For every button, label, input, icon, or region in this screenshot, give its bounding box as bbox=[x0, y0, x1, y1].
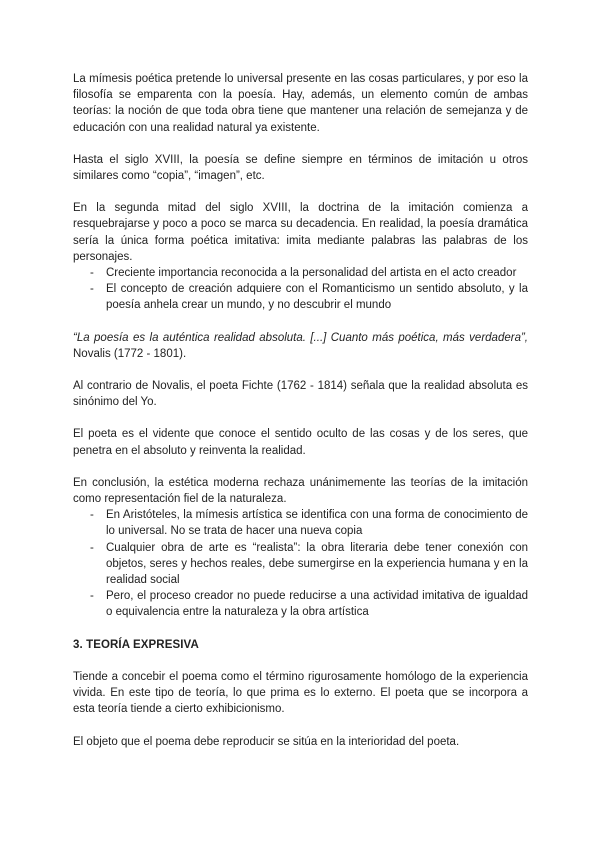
quote-text: “La poesía es la auténtica realidad absoluta. [...] Cuanto más poética, más verdadera”, bbox=[73, 331, 528, 344]
paragraph-interioridad: El objeto que el poema debe reproducir se sitúa en la interioridad del poeta. bbox=[73, 735, 460, 748]
section-heading: 3. TEORÍA EXPRESIVA bbox=[73, 638, 199, 651]
paragraph-segunda-mitad: En la segunda mitad del siglo XVIII, la doctrina de la imitación comienza a resquebrajarse y poco a poco se marca su decadencia. En realidad, la poesía dramática sería la única forma poética imitativa: imita mediante palabras las palabras de los personajes. bbox=[73, 202, 528, 263]
paragraph-fichte: Al contrario de Novalis, el poeta Fichte (1762 - 1814) señala que la realidad absoluta es sinónimo del Yo. bbox=[73, 380, 528, 409]
document-body bbox=[73, 71, 528, 750]
list-item: - Pero, el proceso creador no puede reducirse a una actividad imitativa de igualdad o equivalencia entre la naturaleza y la obra artística bbox=[73, 588, 528, 620]
list-item: - Creciente importancia reconocida a la personalidad del artista en el acto creador bbox=[73, 265, 528, 281]
paragraph-conclusion: En conclusión, la estética moderna rechaza unánimemente las teorías de la imitación como representación fiel de la naturaleza. bbox=[73, 476, 528, 506]
paragraph-teoria-expresiva: Tiende a concebir el poema como el término rigurosamente homólogo de la experiencia vivida. En este tipo de teoría, lo que prima es lo externo. El poeta que se incorpora a esta teoría tiende a cierto exhibicionismo. bbox=[73, 670, 528, 716]
paragraph-poeta-vidente: El poeta es el vidente que conoce el sentido oculto de las cosas y de los seres, que penetra en el absoluto y reinventa la realidad. bbox=[73, 428, 528, 457]
paragraph-siglo-xviii: Hasta el siglo XVIII, la poesía se define siempre en términos de imitación u otros similares como “copia”, “imagen”, etc. bbox=[73, 153, 528, 183]
paragraph-quote-novalis bbox=[73, 330, 528, 362]
paragraph-mimesis: La mímesis poética pretende lo universal presente en las cosas particulares, y por eso la filosofía se emparenta con la poesía. Hay, además, un elemento común de ambas teorías: la noción de que toda obra tiene que mantener una relación de semejanza y de educación con una realidad natural ya existente. bbox=[73, 73, 528, 134]
bullet-list-conclusion bbox=[73, 507, 528, 620]
bullet-list-romanticismo bbox=[73, 265, 528, 314]
list-item: - En Aristóteles, la mímesis artística se identifica con una forma de conocimiento de lo universal. No se trata de hacer una nueva copia bbox=[73, 507, 528, 539]
list-item: - El concepto de creación adquiere con el Romanticismo un sentido absoluto, y la poesía anhela crear un mundo, y no descubrir el mundo bbox=[73, 281, 528, 313]
quote-attribution: Novalis (1772 - 1801). bbox=[73, 347, 187, 360]
list-item: - Cualquier obra de arte es “realista”: la obra literaria debe tener conexión con objetos, seres y hechos reales, debe sumergirse en la experiencia humana y en la realidad social bbox=[73, 540, 528, 589]
